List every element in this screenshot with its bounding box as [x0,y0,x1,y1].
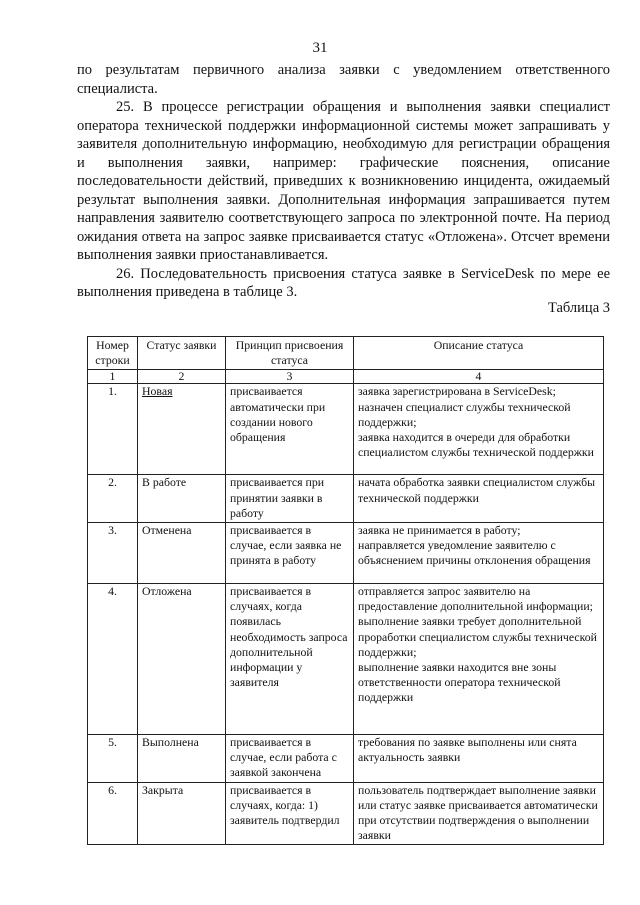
status-principle: присваивается в случаях, когда: 1) заявитель подтвердил [226,782,354,845]
status-principle: присваивается в случаях, когда появилась необходимость запроса дополнительной информации у заявителя [226,584,354,735]
table-header-row [88,337,604,370]
status-principle: присваивается в случае, если заявка не принята в работу [226,523,354,584]
column-numbering-row [88,370,604,384]
status-name: Отменена [138,523,226,584]
row-number: 2. [88,475,138,523]
description-line: выполнение заявки находится вне зоны ответственности оператора технической поддержки [358,660,561,705]
column-number: 2 [138,370,226,384]
header-description: Описание статуса [354,337,604,370]
header-principle: Принцип присвоения статуса [226,337,354,370]
status-name [138,384,226,475]
status-table [87,336,604,845]
status-name: Закрыта [138,782,226,845]
column-number: 4 [354,370,604,384]
row-number: 5. [88,735,138,783]
status-principle: присваивается при принятии заявки в работу [226,475,354,523]
header-row-number: Номер строки [88,337,138,370]
status-description [354,523,604,584]
status-description [354,384,604,475]
status-description [354,475,604,523]
status-name: Отложена [138,584,226,735]
table-row [88,584,604,735]
status-description [354,782,604,845]
table-row [88,523,604,584]
column-number: 1 [88,370,138,384]
status-name: Выполнена [138,735,226,783]
table-row [88,735,604,783]
status-principle: присваивается в случае, если работа с заявкой закончена [226,735,354,783]
row-number: 6. [88,782,138,845]
paragraph-25: 25. В процессе регистрации обращения и выполнения заявки специалист оператора технической поддержки информационной системы может запрашивать у заявителя дополнительную информацию, необходимую для регистрации обращения и выполнения заявки, например: графические пояснения, описание последовательности действий, приведших к возникновению инцидента, ожидаемый результат выполнения заявки. Дополнительная информация запрашивается путем направления заявителю соответствующего запроса по электронной почте. На период ожидания ответа на запрос заявке присваивается статус «Отложена». Отсчет времени выполнения заявки приостанавливается. [77,99,610,263]
status-name: В работе [138,475,226,523]
column-number: 3 [226,370,354,384]
status-description [354,584,604,735]
status-name-text: Новая [142,384,173,399]
description-line: назначен специалист службы технической поддержки; [358,399,571,429]
paragraph-continuation: по результатам первичного анализа заявки с уведомлением ответственного специалиста. [77,62,610,97]
description-line: направляется уведомление заявителю с объяснением причины отклонения обращения [358,538,591,568]
description-line: начата обработка заявки специалистом службы технической поддержки [358,475,596,505]
status-description [354,735,604,783]
table-row [88,475,604,523]
paragraph-26: 26. Последовательность присвоения статуса заявке в ServiceDesk по мере ее выполнения приведена в таблице 3. [77,265,610,300]
row-number: 1. [88,384,138,475]
table-caption: Таблица 3 [547,300,610,316]
description-line: выполнение заявки требует дополнительной проработки специалистом службы технической поддержки; [358,614,597,659]
description-line: заявка находится в очереди для обработки специалистом службы технической поддержки [358,430,594,460]
description-line: заявка не принимается в работу; [358,523,521,538]
description-line: требования по заявке выполнены или снята актуальность заявки [358,735,577,765]
description-line: заявка зарегистрирована в ServiceDesk; [358,384,556,399]
body-text [77,61,610,302]
header-status: Статус заявки [138,337,226,370]
description-line: пользователь подтверждает выполнение заявки или статус заявке присваивается автоматически при отсутствии подтверждения о выполнении заявки [358,782,598,843]
row-number: 4. [88,584,138,735]
status-principle: присваивается автоматически при создании нового обращения [226,384,354,475]
page-number: 31 [312,40,328,56]
description-line: отправляется запрос заявителю на предоставление дополнительной информации; [358,584,593,614]
table-row [88,782,604,845]
row-number: 3. [88,523,138,584]
table-row [88,384,604,475]
